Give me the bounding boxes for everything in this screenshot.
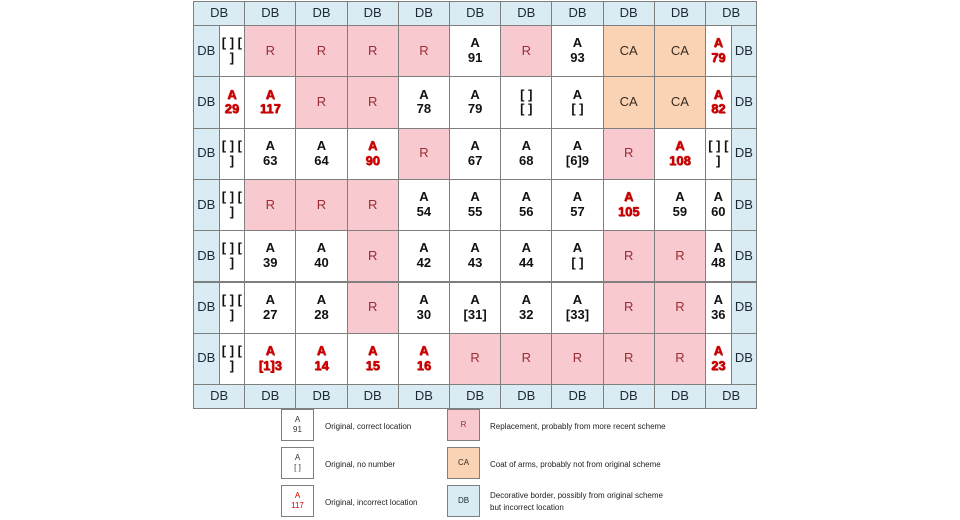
border-cell: DB bbox=[449, 384, 501, 409]
coat-of-arms-cell: CA bbox=[603, 76, 655, 128]
replacement-cell: R bbox=[398, 25, 450, 77]
cell-text: 29 bbox=[224, 101, 240, 117]
original-pane-cell bbox=[500, 230, 552, 282]
cell-text: A bbox=[572, 189, 583, 205]
border-cell: DB bbox=[244, 1, 296, 26]
legend-label-coat-of-arms: Coat of arms, probably not from original scheme bbox=[490, 460, 661, 469]
cell-text: A bbox=[470, 189, 480, 205]
cell-text: A bbox=[572, 35, 583, 51]
cell-text: A bbox=[521, 189, 531, 205]
cell-text: A bbox=[521, 240, 531, 256]
original-pane-cell bbox=[398, 76, 450, 128]
original-pane-cell bbox=[551, 179, 603, 231]
cell-text: A bbox=[713, 240, 723, 256]
border-cell: DB bbox=[705, 1, 757, 26]
cell-text: A bbox=[521, 137, 531, 153]
edge-pane-cell bbox=[219, 25, 246, 77]
misplaced-pane-cell bbox=[295, 333, 347, 385]
cell-text: [ ] [ ] bbox=[221, 291, 242, 322]
cell-text: 43 bbox=[467, 255, 483, 271]
original-pane-cell bbox=[244, 282, 296, 334]
cell-text: 54 bbox=[416, 204, 432, 220]
cell-text: [33] bbox=[565, 306, 590, 322]
original-pane-cell bbox=[500, 179, 552, 231]
cell-text: A bbox=[713, 343, 723, 358]
misplaced-pane-cell bbox=[347, 333, 399, 385]
border-cell: DB bbox=[731, 333, 758, 385]
misplaced-pane-cell bbox=[398, 333, 450, 385]
border-cell: DB bbox=[295, 1, 347, 26]
legend-sample-decorative-border: DB bbox=[447, 485, 480, 517]
original-pane-cell bbox=[551, 282, 603, 334]
cell-text: [ ] [ ] bbox=[221, 137, 242, 168]
legend-label-decorative-border: Decorative border, possibly from original scheme but incorrect location bbox=[490, 491, 663, 512]
border-cell: DB bbox=[731, 230, 758, 282]
border-cell: DB bbox=[603, 1, 655, 26]
replacement-cell: R bbox=[398, 128, 450, 180]
cell-text: A bbox=[316, 240, 327, 256]
cell-text: 32 bbox=[519, 306, 534, 322]
cell-text: 30 bbox=[416, 306, 432, 322]
replacement-cell: R bbox=[654, 282, 706, 334]
replacement-cell: R bbox=[603, 230, 655, 282]
replacement-cell: R bbox=[603, 333, 655, 385]
cell-text: 16 bbox=[416, 357, 432, 373]
cell-text: A bbox=[265, 343, 275, 358]
edge-pane-cell bbox=[219, 282, 246, 334]
edge-pane-cell bbox=[705, 333, 732, 385]
border-cell: DB bbox=[654, 384, 706, 409]
original-pane-cell bbox=[500, 128, 552, 180]
cell-text: A bbox=[419, 189, 429, 205]
original-pane-cell bbox=[551, 230, 603, 282]
replacement-cell: R bbox=[347, 282, 399, 334]
cell-text: A bbox=[470, 86, 480, 102]
edge-pane-cell bbox=[705, 25, 732, 77]
cell-text: [ ] bbox=[571, 101, 584, 117]
original-pane-cell bbox=[551, 76, 603, 128]
cell-text: 14 bbox=[314, 357, 329, 373]
cell-text: A bbox=[470, 137, 480, 153]
replacement-cell: R bbox=[295, 76, 347, 128]
coat-of-arms-cell: CA bbox=[603, 25, 655, 77]
cell-text: A bbox=[265, 86, 275, 102]
original-pane-cell bbox=[398, 179, 450, 231]
replacement-cell: R bbox=[500, 25, 552, 77]
border-cell: DB bbox=[193, 384, 245, 409]
cell-text: 79 bbox=[467, 101, 483, 117]
original-pane-cell bbox=[295, 282, 347, 334]
border-cell: DB bbox=[193, 1, 245, 26]
legend-sample-replacement: R bbox=[447, 409, 480, 441]
legend-label-incorrect: Original, incorrect location bbox=[325, 498, 418, 507]
border-cell: DB bbox=[347, 384, 399, 409]
replacement-cell: R bbox=[551, 333, 603, 385]
cell-text: [ ] [ ] bbox=[708, 137, 729, 168]
replacement-cell: R bbox=[244, 25, 296, 77]
original-pane-cell bbox=[449, 128, 501, 180]
original-pane-cell bbox=[244, 230, 296, 282]
border-cell: DB bbox=[193, 179, 220, 231]
replacement-cell: R bbox=[603, 282, 655, 334]
cell-text: 108 bbox=[669, 152, 691, 168]
original-pane-cell bbox=[449, 76, 501, 128]
border-cell: DB bbox=[398, 384, 450, 409]
cell-text: 36 bbox=[711, 306, 726, 322]
original-pane-cell bbox=[551, 128, 603, 180]
cell-text: [6]9 bbox=[565, 152, 590, 168]
legend-label-no-number: Original, no number bbox=[325, 460, 396, 469]
border-cell: DB bbox=[193, 282, 220, 334]
cell-text: [ ] [ ] bbox=[221, 189, 242, 220]
edge-pane-cell bbox=[219, 76, 246, 128]
cell-text: A bbox=[265, 291, 275, 307]
original-pane-cell bbox=[500, 282, 552, 334]
replacement-cell: R bbox=[347, 76, 399, 128]
border-cell: DB bbox=[193, 76, 220, 128]
border-cell: DB bbox=[500, 384, 552, 409]
border-cell: DB bbox=[731, 76, 758, 128]
cell-text: A bbox=[713, 189, 723, 205]
cell-text: A bbox=[316, 291, 327, 307]
cell-text: 15 bbox=[365, 357, 380, 373]
cell-text: 23 bbox=[711, 357, 726, 373]
cell-text: 63 bbox=[263, 152, 278, 168]
cell-text: 91 bbox=[467, 50, 483, 66]
border-cell: DB bbox=[193, 25, 220, 77]
cell-text: 90 bbox=[365, 152, 380, 168]
cell-text: A bbox=[419, 86, 429, 102]
border-cell: DB bbox=[731, 128, 758, 180]
cell-text: A bbox=[419, 343, 429, 358]
coat-of-arms-cell: CA bbox=[654, 76, 706, 128]
original-pane-cell bbox=[449, 179, 501, 231]
cell-text: 78 bbox=[416, 101, 432, 117]
replacement-cell: R bbox=[244, 179, 296, 231]
cell-text: 48 bbox=[711, 255, 726, 271]
cell-text: 93 bbox=[570, 50, 585, 66]
edge-pane-cell bbox=[219, 179, 246, 231]
edge-pane-cell bbox=[219, 128, 246, 180]
cell-text: A bbox=[623, 189, 634, 205]
cell-text: A bbox=[713, 291, 723, 307]
cell-text: A bbox=[675, 137, 685, 153]
border-cell: DB bbox=[731, 179, 758, 231]
edge-pane-cell bbox=[705, 179, 732, 231]
legend-sample-correct: A 91 bbox=[281, 409, 314, 441]
original-pane-cell bbox=[500, 76, 552, 128]
cell-text: A bbox=[470, 291, 480, 307]
border-cell: DB bbox=[500, 1, 552, 26]
original-pane-cell bbox=[449, 230, 501, 282]
cell-text: 59 bbox=[672, 204, 688, 220]
cell-text: [ ] bbox=[520, 86, 533, 102]
original-pane-cell bbox=[551, 25, 603, 77]
misplaced-pane-cell bbox=[244, 333, 296, 385]
cell-text: A bbox=[227, 86, 237, 102]
cell-text: 68 bbox=[519, 152, 534, 168]
cell-text: 40 bbox=[314, 255, 329, 271]
border-cell: DB bbox=[244, 384, 296, 409]
border-cell: DB bbox=[654, 1, 706, 26]
border-cell: DB bbox=[551, 384, 603, 409]
cell-text: 27 bbox=[263, 306, 278, 322]
misplaced-pane-cell bbox=[654, 128, 706, 180]
cell-text: 28 bbox=[314, 306, 329, 322]
cell-text: 56 bbox=[519, 204, 534, 220]
cell-text: A bbox=[367, 343, 378, 358]
border-cell: DB bbox=[551, 1, 603, 26]
cell-text: A bbox=[316, 137, 327, 153]
cell-text: [ ] [ ] bbox=[221, 35, 242, 66]
cell-text: 105 bbox=[617, 204, 640, 220]
replacement-cell: R bbox=[347, 25, 399, 77]
misplaced-pane-cell bbox=[603, 179, 655, 231]
replacement-cell: R bbox=[654, 333, 706, 385]
border-cell: DB bbox=[731, 282, 758, 334]
replacement-cell: R bbox=[449, 333, 501, 385]
cell-text: A bbox=[713, 35, 723, 51]
cell-text: A bbox=[470, 240, 480, 256]
original-pane-cell bbox=[295, 128, 347, 180]
cell-text: A bbox=[470, 35, 480, 51]
cell-text: 44 bbox=[519, 255, 534, 271]
cell-text: A bbox=[675, 189, 685, 205]
border-cell: DB bbox=[193, 230, 220, 282]
cell-text: [ ] [ ] bbox=[221, 240, 242, 271]
original-pane-cell bbox=[654, 179, 706, 231]
cell-text: A bbox=[419, 291, 429, 307]
border-cell: DB bbox=[603, 384, 655, 409]
cell-text: A bbox=[521, 291, 531, 307]
cell-text: A bbox=[572, 86, 583, 102]
misplaced-pane-cell bbox=[347, 128, 399, 180]
replacement-cell: R bbox=[295, 25, 347, 77]
cell-text: [1]3 bbox=[258, 357, 282, 373]
edge-pane-cell bbox=[705, 76, 732, 128]
legend-sample-coat-of-arms: CA bbox=[447, 447, 480, 479]
cell-text: 82 bbox=[711, 101, 726, 117]
border-cell: DB bbox=[193, 128, 220, 180]
cell-text: [ ] bbox=[520, 101, 533, 117]
cell-text: 55 bbox=[467, 204, 483, 220]
cell-text: 67 bbox=[467, 152, 483, 168]
original-pane-cell bbox=[449, 25, 501, 77]
misplaced-pane-cell bbox=[244, 76, 296, 128]
cell-text: A bbox=[265, 240, 275, 256]
border-cell: DB bbox=[347, 1, 399, 26]
border-cell: DB bbox=[295, 384, 347, 409]
original-pane-cell bbox=[295, 230, 347, 282]
cell-text: A bbox=[572, 291, 583, 307]
legend-label-replacement: Replacement, probably from more recent scheme bbox=[490, 422, 666, 431]
cell-text: A bbox=[367, 137, 378, 153]
edge-pane-cell bbox=[705, 128, 732, 180]
cell-text: 57 bbox=[570, 204, 585, 220]
border-cell: DB bbox=[398, 1, 450, 26]
cell-text: A bbox=[316, 343, 327, 358]
border-cell: DB bbox=[731, 25, 758, 77]
replacement-cell: R bbox=[347, 179, 399, 231]
replacement-cell: R bbox=[603, 128, 655, 180]
cell-text: A bbox=[713, 86, 723, 102]
legend-label-correct: Original, correct location bbox=[325, 422, 412, 431]
replacement-cell: R bbox=[654, 230, 706, 282]
replacement-cell: R bbox=[295, 179, 347, 231]
cell-text: [ ] bbox=[571, 255, 584, 271]
border-cell: DB bbox=[193, 333, 220, 385]
cell-text: A bbox=[572, 240, 583, 256]
original-pane-cell bbox=[449, 282, 501, 334]
edge-pane-cell bbox=[219, 333, 246, 385]
edge-pane-cell bbox=[705, 230, 732, 282]
original-pane-cell bbox=[244, 128, 296, 180]
cell-text: 117 bbox=[259, 101, 281, 117]
coat-of-arms-cell: CA bbox=[654, 25, 706, 77]
cell-text: A bbox=[419, 240, 429, 256]
cell-text: 39 bbox=[263, 255, 278, 271]
legend-sample-incorrect: A 117 bbox=[281, 485, 314, 517]
cell-text: A bbox=[265, 137, 275, 153]
cell-text: 42 bbox=[416, 255, 432, 271]
edge-pane-cell bbox=[219, 230, 246, 282]
legend-sample-no-number: A [ ] bbox=[281, 447, 314, 479]
edge-pane-cell bbox=[705, 282, 732, 334]
border-cell: DB bbox=[449, 1, 501, 26]
cell-text: 79 bbox=[711, 50, 726, 66]
original-pane-cell bbox=[398, 230, 450, 282]
replacement-cell: R bbox=[347, 230, 399, 282]
original-pane-cell bbox=[398, 282, 450, 334]
cell-text: A bbox=[572, 137, 583, 153]
cell-text: [31] bbox=[463, 306, 487, 322]
border-cell: DB bbox=[705, 384, 757, 409]
replacement-cell: R bbox=[500, 333, 552, 385]
cell-text: 60 bbox=[711, 204, 726, 220]
cell-text: 64 bbox=[314, 152, 329, 168]
cell-text: [ ] [ ] bbox=[221, 343, 242, 373]
